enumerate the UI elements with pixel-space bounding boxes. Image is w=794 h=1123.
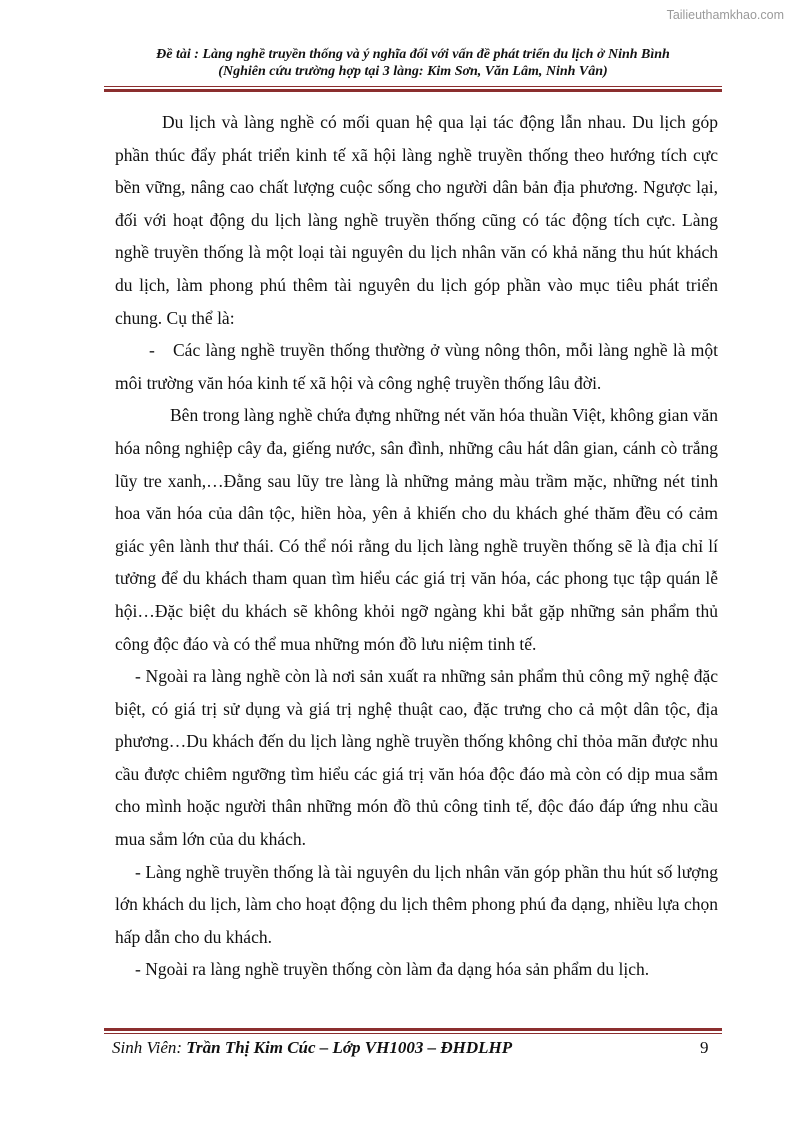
footer-label: Sinh Viên: (112, 1038, 187, 1057)
paragraph-handicraft: - Ngoài ra làng nghề còn là nơi sản xuất ra những sản phẩm thủ công mỹ nghệ đặc biệt, có giá trị sử dụng và giá trị nghệ thuật cao, đặc trưng cho cả một dân tộc, địa phương…Du khách đến du lịch làng nghề truyền thống không chỉ thỏa mãn được nhu cầu được chiêm ngưỡng tìm hiểu các giá trị văn hóa độc đáo mà còn có dịp mua sắm cho mình hoặc người thân những món đồ thủ công tinh tế, độc đáo đáp ứng nhu cầu mua sắm lớn của du khách. (115, 666, 718, 850)
document-body (115, 106, 718, 986)
header-rule-thick (104, 89, 722, 92)
paragraph-culture: Bên trong làng nghề chứa đựng những nét văn hóa thuần Việt, không gian văn hóa nông nghiệp cây đa, giếng nước, sân đình, những câu hát dân gian, cánh cò trắng lũy tre xanh,…Đằng sau lũy tre làng là những mảng màu trầm mặc, những nét tinh hoa văn hóa của dân tộc, hiền hòa, yên ả khiến cho du khách ghé thăm đều có cảm giác yên lành thư thái. Có thể nói rằng du lịch làng nghề truyền thống sẽ là địa chỉ lí tưởng để du khách tham quan tìm hiểu các giá trị văn hóa, các phong tục tập quán lễ hội…Đặc biệt du khách sẽ không khỏi ngỡ ngàng khi bắt gặp những sản phẩm thủ công độc đáo và có thể mua những món đồ lưu niệm tinh tế. (115, 405, 718, 654)
page-header (104, 46, 722, 80)
page-footer (112, 1038, 712, 1058)
paragraph-tourism-resource: - Làng nghề truyền thống là tài nguyên du lịch nhân văn góp phần thu hút số lượng lớn khách du lịch, làm cho hoạt động du lịch thêm phong phú đa dạng, nhiều lựa chọn hấp dẫn cho du khách. (115, 861, 718, 947)
header-title-line: Đề tài : Làng nghề truyền thống và ý nghĩa đối với vấn đề phát triển du lịch ở Ninh Bình (156, 47, 670, 62)
page-number: 9 (700, 1038, 709, 1057)
paragraph-diversify: - Ngoài ra làng nghề truyền thống còn làm đa dạng hóa sản phẩm du lịch. (135, 959, 650, 980)
paragraph-intro: Du lịch và làng nghề có mối quan hệ qua lại tác động lẫn nhau. Du lịch góp phần thúc đẩy phát triển kinh tế xã hội làng nghề truyền thống theo hướng tích cực bền vững, nâng cao chất lượng cuộc sống cho người dân bản địa phương. Ngược lại, đối với hoạt động du lịch làng nghề truyền thống cũng có tác động tích cực. Làng nghề truyền thống là một loại tài nguyên du lịch nhân văn có khả năng thu hút khách du lịch, làm phong phú thêm tài nguyên du lịch góp phần vào mục tiêu phát triển chung. Cụ thể là: (115, 112, 718, 328)
bullet-paragraph (115, 334, 718, 399)
footer-student-name: Trần Thị Kim Cúc – Lớp VH1003 – ĐHDLHP (186, 1038, 513, 1057)
header-rule-thin (104, 86, 722, 87)
footer-rule-thick (104, 1028, 722, 1031)
header-subtitle-line: (Nghiên cứu trường hợp tại 3 làng: Kim Sơn, Văn Lâm, Ninh Vân) (218, 64, 608, 79)
footer-rule-thin (104, 1033, 722, 1034)
bullet-dash: - (149, 340, 155, 361)
bullet-text: Các làng nghề truyền thống thường ở vùng nông thôn, mỗi làng nghề là một môi trường văn hóa kinh tế xã hội và công nghệ truyền thống lâu đời. (115, 340, 718, 393)
watermark-text: Tailieuthamkhao.com (666, 8, 784, 22)
